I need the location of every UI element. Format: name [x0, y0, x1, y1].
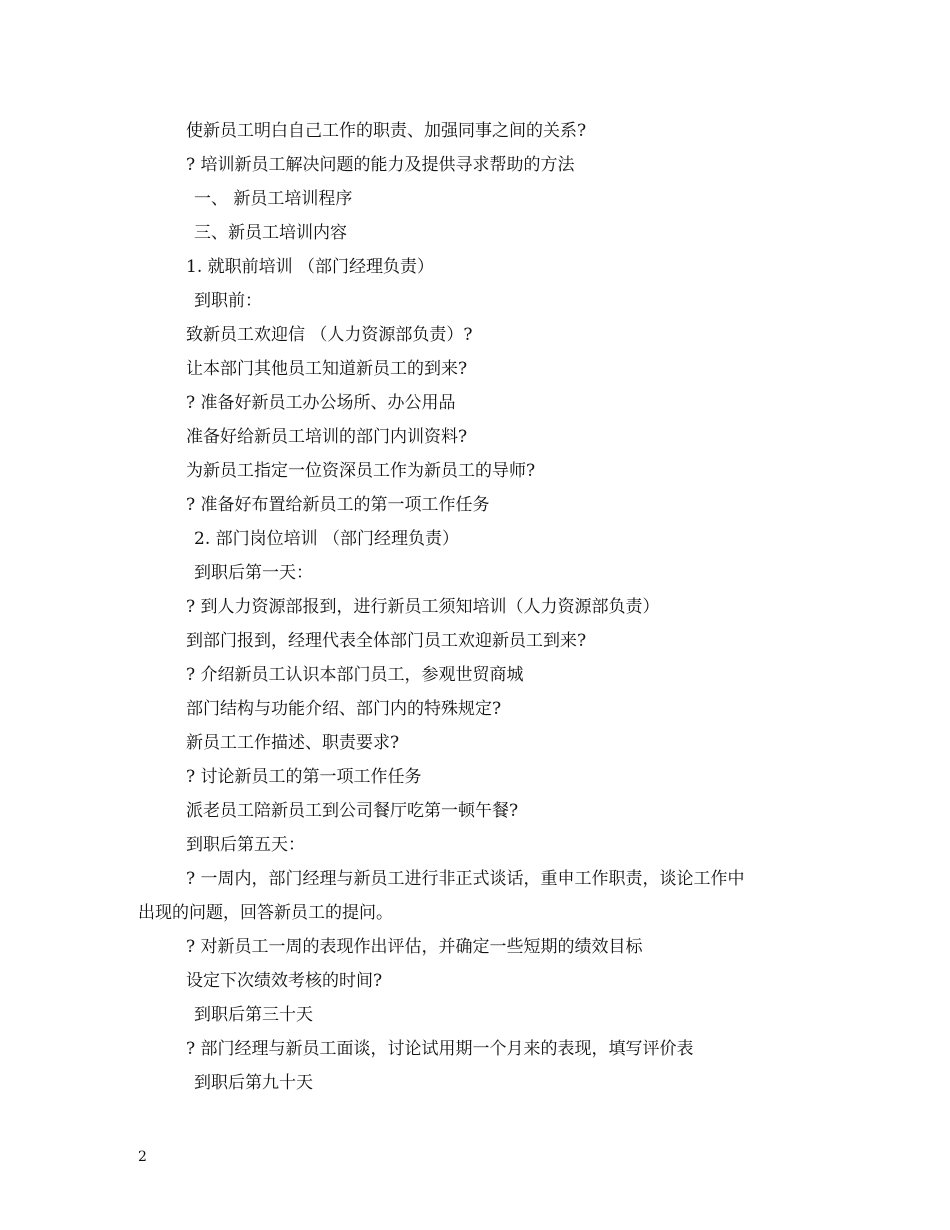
body-line-10: 准备好给新员工培训的部门内训资料? — [186, 427, 468, 447]
page-number: 2 — [138, 1149, 147, 1165]
timeline-heading-day-90: 到职后第九十天 — [194, 1073, 313, 1093]
body-line-17: ? 介绍新员工认识本部门员工，参观世贸商城 — [186, 665, 524, 685]
body-line-18: 部门结构与功能介绍、部门内的特殊规定? — [186, 699, 502, 719]
timeline-heading-before: 到职前： — [194, 291, 262, 311]
body-line-12: ? 准备好布置给新员工的第一项工作任务 — [186, 495, 490, 515]
body-line-8: 让本部门其他员工知道新员工的到来? — [186, 359, 468, 379]
body-line-28: ? 部门经理与新员工面谈，讨论试用期一个月来的表现，填写评价表 — [186, 1039, 694, 1059]
body-line-24: 出现的问题，回答新员工的提问。 — [138, 903, 393, 923]
body-line-19: 新员工工作描述、职责要求? — [186, 733, 400, 753]
body-line-9: ? 准备好新员工办公场所、办公用品 — [186, 393, 456, 413]
timeline-heading-day-30: 到职后第三十天 — [194, 1005, 313, 1025]
body-line-20: ? 讨论新员工的第一项工作任务 — [186, 767, 422, 787]
body-line-16: 到部门报到，经理代表全体部门员工欢迎新员工到来? — [186, 631, 587, 651]
section-heading-1: 一、 新员工培训程序 — [194, 189, 353, 209]
subsection-heading-1: 1. 就职前培训 （部门经理负责） — [186, 257, 435, 277]
subsection-heading-2: 2. 部门岗位培训 （部门经理负责） — [194, 529, 460, 549]
body-line-25: ? 对新员工一周的表现作出评估，并确定一些短期的绩效目标 — [186, 937, 643, 957]
body-line-1: 使新员工明白自己工作的职责、加强同事之间的关系? — [186, 121, 587, 141]
body-line-11: 为新员工指定一位资深员工作为新员工的导师? — [186, 461, 536, 481]
body-line-2: ? 培训新员工解决问题的能力及提供寻求帮助的方法 — [186, 155, 575, 175]
body-line-23: ? 一周内，部门经理与新员工进行非正式谈话，重申工作职责，谈论工作中 — [186, 869, 745, 889]
body-line-26: 设定下次绩效考核的时间? — [186, 971, 383, 991]
body-line-21: 派老员工陪新员工到公司餐厅吃第一顿午餐? — [186, 801, 519, 821]
section-heading-3: 三、新员工培训内容 — [194, 223, 347, 243]
timeline-heading-day-1: 到职后第一天： — [194, 563, 313, 583]
body-line-7: 致新员工欢迎信 （人力资源部负责）? — [186, 325, 473, 345]
body-line-15: ? 到人力资源部报到，进行新员工须知培训（人力资源部负责） — [186, 597, 660, 617]
timeline-heading-day-5: 到职后第五天： — [186, 835, 305, 855]
